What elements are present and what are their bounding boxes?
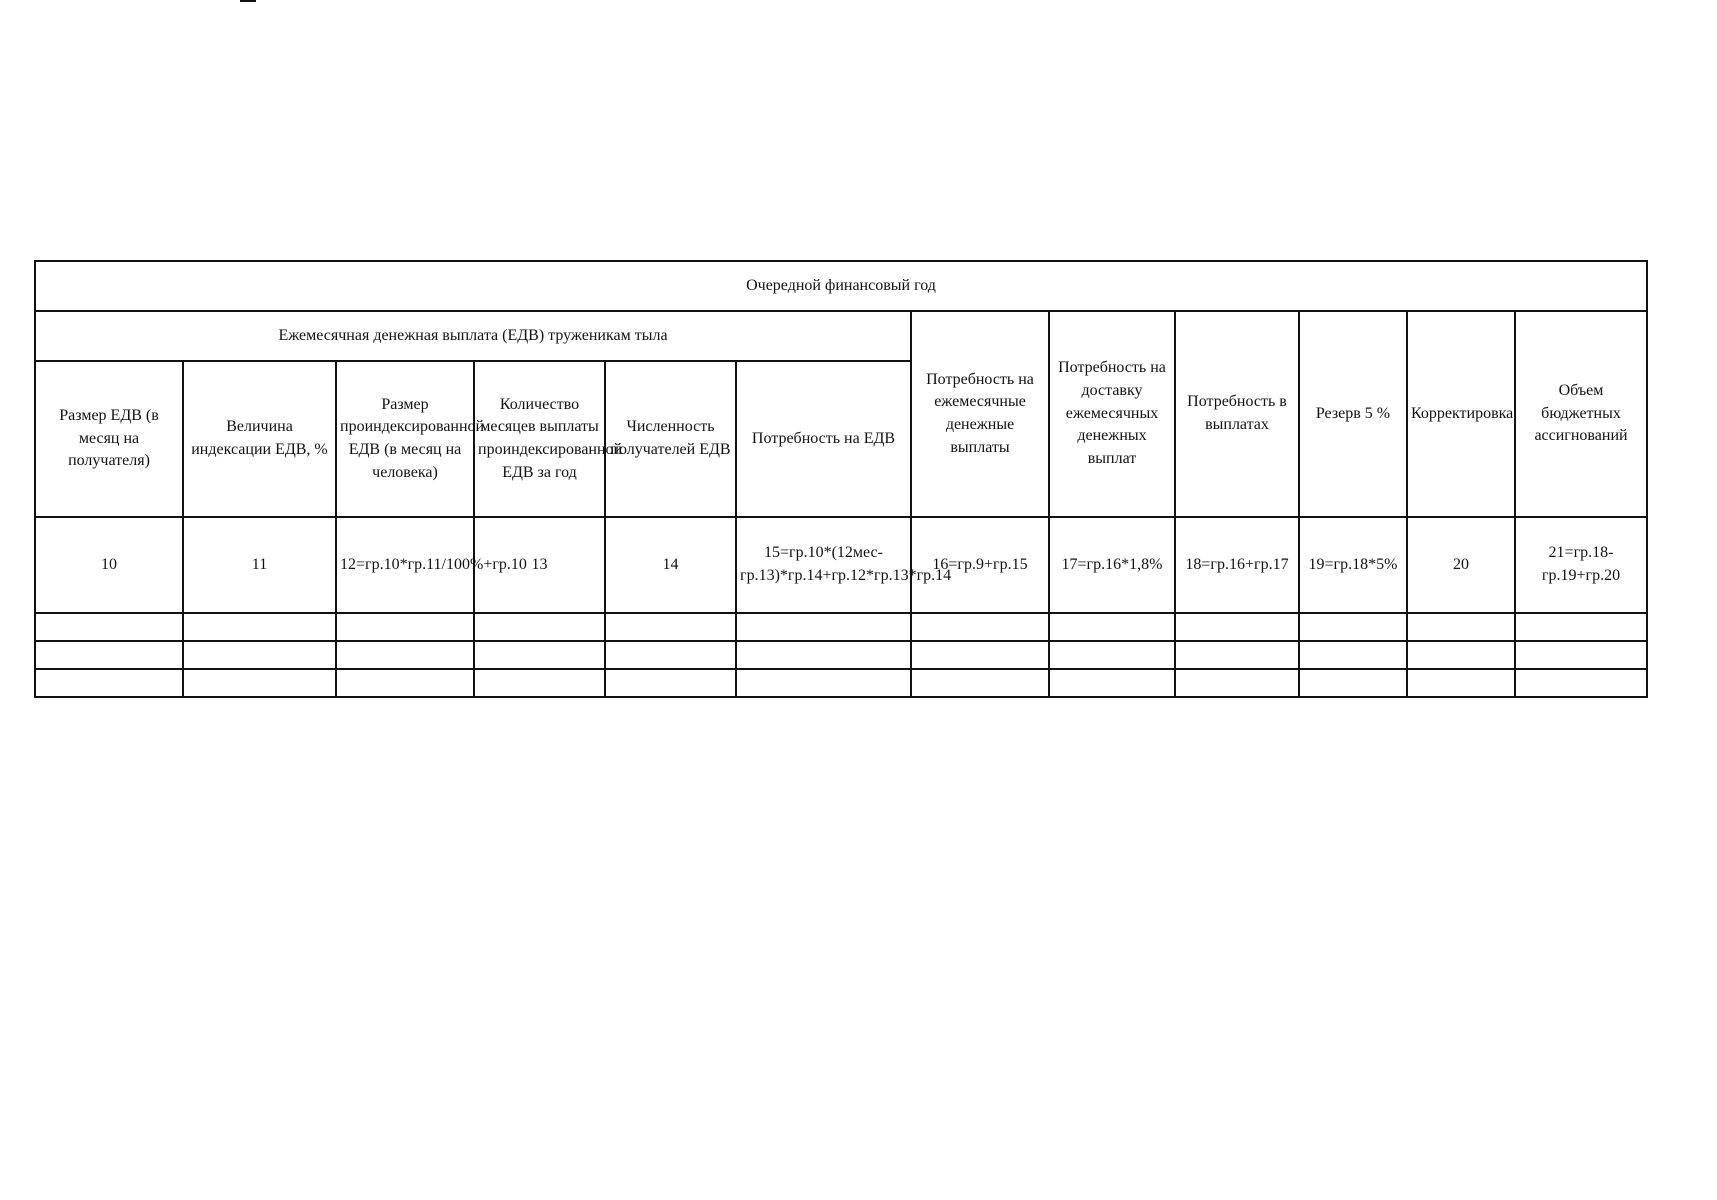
- table-cell: [183, 613, 336, 641]
- formula-cell: 13: [474, 517, 605, 613]
- column-header: Объем бюджетных ассигнований: [1515, 311, 1647, 517]
- budget-allocation-table: [34, 260, 1648, 698]
- formula-cell: 18=гр.16+гр.17: [1175, 517, 1299, 613]
- table-cell: [1299, 669, 1407, 697]
- table-cell: [736, 641, 911, 669]
- table-cell: [605, 641, 736, 669]
- column-header: Потребность в выплатах: [1175, 311, 1299, 517]
- scan-mark: [240, 0, 256, 2]
- group-title: Ежемесячная денежная выплата (ЕДВ) труженикам тыла: [35, 311, 911, 361]
- table-cell: [1049, 669, 1175, 697]
- formula-cell: 17=гр.16*1,8%: [1049, 517, 1175, 613]
- table-cell: [1407, 641, 1515, 669]
- header-row-year: [35, 261, 1647, 311]
- table-cell: [1515, 641, 1647, 669]
- table-cell: [911, 669, 1049, 697]
- formula-cell: 15=гр.10*(12мес-гр.13)*гр.14+гр.12*гр.13*гр.14: [736, 517, 911, 613]
- formula-cell: 11: [183, 517, 336, 613]
- table-cell: [1049, 641, 1175, 669]
- column-header: Количество месяцев выплаты проиндексированной ЕДВ за год: [474, 361, 605, 517]
- table-cell: [1049, 613, 1175, 641]
- column-header: Величина индексации ЕДВ, %: [183, 361, 336, 517]
- table-cell: [35, 613, 183, 641]
- table-title: Очередной финансовый год: [35, 261, 1647, 311]
- formula-row: [35, 517, 1647, 613]
- formula-cell: 12=гр.10*гр.11/100%+гр.10: [336, 517, 474, 613]
- table-cell: [474, 669, 605, 697]
- table-cell: [474, 613, 605, 641]
- table-row: [35, 669, 1647, 697]
- column-header: Корректировка: [1407, 311, 1515, 517]
- table-cell: [1515, 613, 1647, 641]
- table-cell: [736, 613, 911, 641]
- column-header: Размер проиндексированной ЕДВ (в месяц на человека): [336, 361, 474, 517]
- formula-cell: 21=гр.18-гр.19+гр.20: [1515, 517, 1647, 613]
- table-cell: [911, 641, 1049, 669]
- column-header: Потребность на доставку ежемесячных денежных выплат: [1049, 311, 1175, 517]
- table-cell: [1299, 613, 1407, 641]
- table-cell: [183, 641, 336, 669]
- column-header: Размер ЕДВ (в месяц на получателя): [35, 361, 183, 517]
- table-cell: [336, 613, 474, 641]
- table-cell: [1407, 669, 1515, 697]
- column-header: Потребность на ежемесячные денежные выплаты: [911, 311, 1049, 517]
- table-row: [35, 613, 1647, 641]
- formula-cell: 16=гр.9+гр.15: [911, 517, 1049, 613]
- table-cell: [736, 669, 911, 697]
- table-row: [35, 641, 1647, 669]
- table-cell: [1175, 669, 1299, 697]
- table-cell: [605, 613, 736, 641]
- column-header: Численность получателей ЕДВ: [605, 361, 736, 517]
- table-cell: [1515, 669, 1647, 697]
- table-cell: [183, 669, 336, 697]
- table-cell: [336, 641, 474, 669]
- table-cell: [35, 641, 183, 669]
- formula-cell: 14: [605, 517, 736, 613]
- formula-cell: 10: [35, 517, 183, 613]
- table-cell: [35, 669, 183, 697]
- formula-cell: 19=гр.18*5%: [1299, 517, 1407, 613]
- table-cell: [1407, 613, 1515, 641]
- table-cell: [336, 669, 474, 697]
- table-cell: [1175, 613, 1299, 641]
- table-cell: [1175, 641, 1299, 669]
- table-cell: [605, 669, 736, 697]
- table-cell: [474, 641, 605, 669]
- header-row-group: [35, 311, 1647, 361]
- column-header: Резерв 5 %: [1299, 311, 1407, 517]
- table-cell: [1299, 641, 1407, 669]
- formula-cell: 20: [1407, 517, 1515, 613]
- table-cell: [911, 613, 1049, 641]
- column-header: Потребность на ЕДВ: [736, 361, 911, 517]
